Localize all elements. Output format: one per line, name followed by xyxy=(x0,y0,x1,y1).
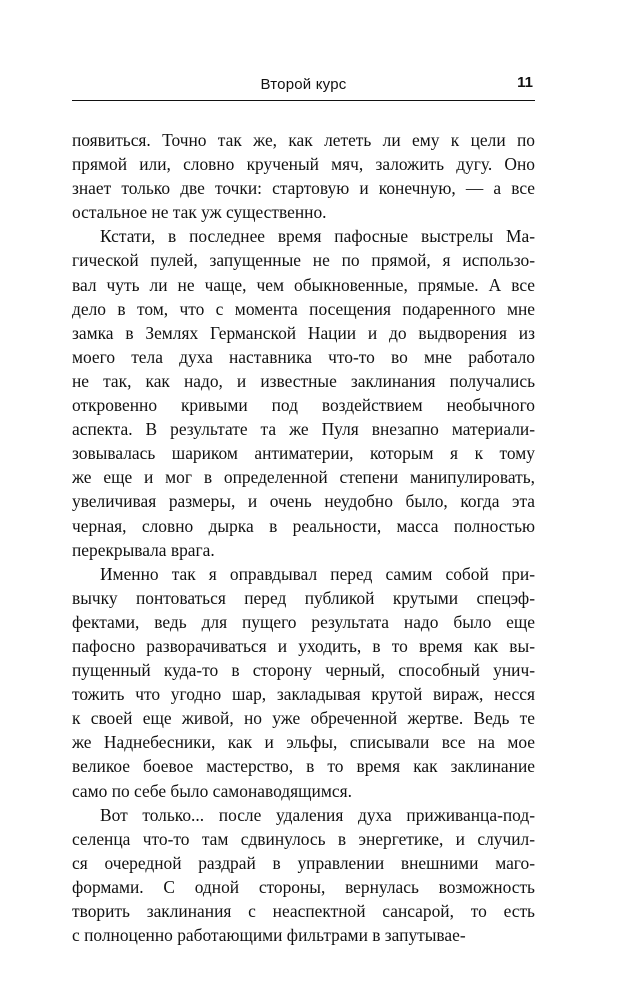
text-line: не так, как надо, и известные заклинания получались xyxy=(72,370,535,391)
text-line: откровенно кривыми под воздействием необычного xyxy=(72,395,535,416)
text-line: замка в Землях Германской Нации и до выдворения из xyxy=(72,322,535,343)
running-head xyxy=(72,70,535,101)
text-line: же Наднебесники, как и эльфы, списывали все на мое xyxy=(72,732,535,753)
text-line: Кстати, в последнее время пафосные выстрелы Ма- xyxy=(100,226,535,247)
text-line: ся очередной раздрай в управлении внешними маго- xyxy=(72,852,535,873)
text-line: великое боевое мастерство, в то время как заклинание xyxy=(72,756,535,777)
text-line: пущенный куда-то в сторону черный, способный унич- xyxy=(72,660,535,681)
text-line: прямой или, словно крученый мяч, заложить дугу. Оно xyxy=(72,154,535,175)
text-line: творить заклинания с неаспектной сансарой, то есть xyxy=(72,901,535,921)
text-line: фектами, ведь для пущего результата надо было еще xyxy=(72,611,535,632)
text-line: появиться. Точно так же, как лететь ли ему к цели по xyxy=(72,130,535,150)
paragraph xyxy=(72,562,535,803)
text-line: пафосно разворачиваться и уходить, в то время как вы- xyxy=(72,635,535,656)
text-line: Вот только... после удаления духа приживанца-под- xyxy=(100,804,535,825)
text-line: зовывалась шариком антиматерии, которым я к тому xyxy=(72,443,535,464)
text-line: остальное не так уж существенно. xyxy=(72,202,327,223)
text-line: же еще и мог в определенной степени манипулировать, xyxy=(72,467,535,488)
text-line: аспекта. В результате та же Пуля внезапно материали- xyxy=(72,419,535,440)
text-line: Именно так я оправдывал перед самим собой при- xyxy=(100,563,535,584)
text-line: с полноценно работающими фильтрами в запутывае- xyxy=(72,925,466,946)
page-number: 11 xyxy=(517,74,533,91)
text-line: гической пулей, запущенные не по прямой, я использо- xyxy=(72,250,535,271)
text-line: вал чуть ли не чаще, чем обыкновенные, прямые. А все xyxy=(72,274,535,295)
text-line: увеличивая размеры, и очень неудобно было, когда эта xyxy=(72,491,535,512)
text-line: черная, словно дырка в реальности, масса полностью xyxy=(72,515,535,536)
text-line: к своей еще живой, но уже обреченной жертве. Ведь те xyxy=(72,708,535,729)
text-line: тожить что угодно шар, закладывая крутой вираж, несся xyxy=(72,684,535,705)
text-line: перекрывала врага. xyxy=(72,539,215,560)
text-body xyxy=(72,128,535,947)
paragraph xyxy=(72,128,535,224)
text-line: знает только две точки: стартовую и конечную, — а все xyxy=(72,178,535,199)
text-line: селенца что-то там сдвинулось в энергетике, и случил- xyxy=(72,828,535,849)
running-title: Второй курс xyxy=(260,76,347,93)
text-line: само по себе было самонаводящимся. xyxy=(72,780,352,801)
text-line: дело в том, что с момента посещения подаренного мне xyxy=(72,298,535,319)
paragraph xyxy=(72,803,535,948)
text-line: формами. С одной стороны, вернулась возможность xyxy=(72,876,535,897)
text-line: вычку понтоваться перед публикой крутыми спецэф- xyxy=(72,587,535,608)
paragraph xyxy=(72,224,535,561)
text-line: моего тела духа наставника что-то во мне работало xyxy=(72,346,535,367)
